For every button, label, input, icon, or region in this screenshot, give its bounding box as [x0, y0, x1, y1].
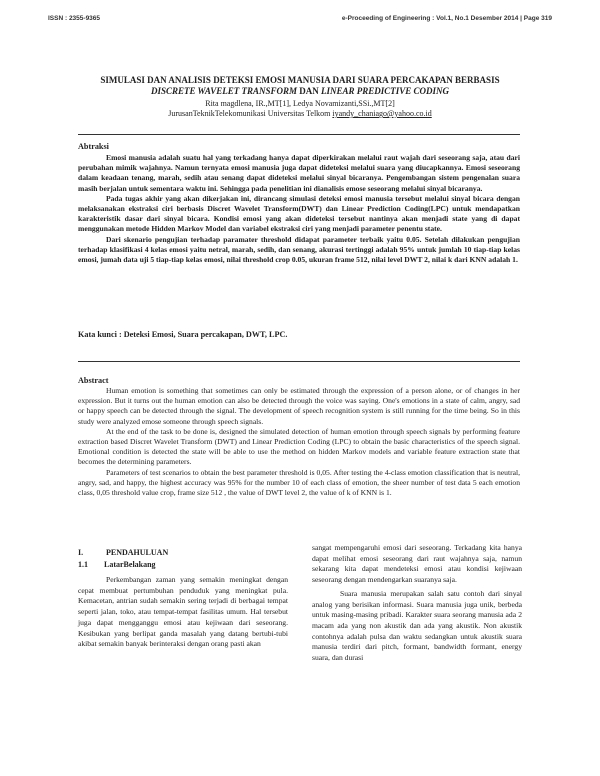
keywords: Kata kunci : Deteksi Emosi, Suara percakapan, DWT, LPC. — [78, 330, 288, 339]
left-column — [78, 575, 288, 650]
paper-title-line1: SIMULASI DAN ANALISIS DETEKSI EMOSI MANUSIA DARI SUARA PERCAKAPAN BERBASIS — [100, 75, 500, 85]
authors: Rita magdlena, IR.,MT[1], Ledya Novamizanti,SSi.,MT[2] — [205, 99, 395, 108]
body-paragraph: sangat mempengaruhi emosi dari seseorang. Terkadang kita hanya dapat melihat emosi seseorang dari raut wajahnya saja, namun sekarang kita dapat mendeteksi emosi atau kondisi kejiwaan seseorang dengan mendengarkan suaranya saja. — [312, 543, 522, 585]
abstract-label: Abstract — [78, 376, 109, 385]
abstrak-paragraph: Emosi manusia adalah suatu hal yang terkadang hanya dapat diperkirakan melalui raut wajah dari seseorang saja, atau dari perubahan mimik wajahnya. Namun ternyata emosi manusia juga dapat dideteksi melalui suara yang diucapkannya. Emosi seseorang dalam keadaan tenang, marah, sedih atau senang dapat dideteksi melalui sinyal bicaranya. Pengembangan sistem pengenalan suara masih berjalan untuk sementara waktu ini. Sehingga pada penelitian ini dianalisis emose seseorang melalui sinyal bicaranya. — [78, 153, 520, 193]
divider-middle — [78, 361, 520, 362]
abstrak-body — [78, 153, 520, 265]
author-email-link[interactable]: iyandy_chaniago@yahoo.co.id — [332, 109, 432, 118]
affiliation: JurusanTeknikTelekomunikasi Universitas Telkom iyandy_chaniago@yahoo.co.id — [168, 109, 432, 118]
section-title: PENDAHULUAN — [106, 548, 169, 557]
abstract-paragraph: Parameters of test scenarios to obtain the best parameter threshold is 0,05. After testing the 4-class emotion classification that is neutral, angry, sad, and happy, the highest accuracy was 95% for the number 10 of each class of emotion, the sheer number of test data 5 each emotion class, 0,05 threshold value crop, frame size 512 , the value of DWT level 2, the value of k of KNN is 1. — [78, 467, 520, 498]
right-column — [312, 543, 522, 664]
body-paragraph: Perkembangan zaman yang semakin meningkat dengan cepat membuat pertumbuhan penduduk yang meningkat pula. Kemacetan, antrian sudah semakin sering terjadi di berbagai tempat seperti jalan, toko, atau tempat-tempat fasilitas umum. Hal tersebut juga dapat mengganggu emosi atau kejiwaan dari seseorang. Kesibukan yang berlipat ganda masalah yang datang bertubi-tubi akibat semakin banyak berinteraksi dengan orang pasti akan — [78, 575, 288, 649]
issn-header: ISSN : 2355-9365 — [48, 15, 101, 22]
abstrak-paragraph: Dari skenario pengujian terhadap paramater threshold didapat parameter terbaik yaitu 0.05. Setelah dilakukan pengujian terhadap klasifikasi 4 kelas emosi yaitu netral, marah, sedih, dan senang, akurasi tertinggi adalah 95% untuk jumlah 10 tiap-tiap kelas emosi, jumah data uji 5 tiap-tiap kelas emosi, nilai threshold crop 0.05, ukuran frame 512, nilai level DWT 2, nilai k dari KNN adalah 1. — [78, 234, 520, 265]
subsection-number: 1.1 — [78, 560, 88, 569]
abstract-paragraph: Human emotion is something that sometimes can only be estimated through the expression of a person alone, or of changes in her expression. But it turns out the human emotion can also be detected through the voice was saying. One's emotions in a state of calm, angry, sad or happy speech can be detected through the signal. The development of speech recognition system is still running for the time being. So in this study were analyzed emose someone through speech signals. — [78, 386, 520, 426]
abstract-body — [78, 386, 520, 498]
divider-top — [78, 134, 520, 135]
paper-title-line2: DISCRETE WAVELET TRANSFORM DAN LINEAR PREDICTIVE CODING — [150, 86, 450, 96]
section-number: I. — [78, 548, 84, 557]
abstract-paragraph: At the end of the task to be done is, designed the simulated detection of human emotion through speech signals by performing feature extraction based Discret Wavelet Transform (DWT) and Linear Prediction Coding (LPC) to obtain the basic characteristics of the speech signal. Emotional condition is detected the state will be able to use the method on hidden Markov models and variable feature extraction state that becomes the determining parameters. — [78, 426, 520, 467]
body-paragraph: Suara manusia merupakan salah satu contoh dari sinyal analog yang berisikan informasi. Suara manusia juga unik, berbeda untuk masing-masing pribadi. Karakter suara seorang manusia ada 2 macam ada yang non akustik dan ada yang akustik. Non akustik contohnya adalah pulsa dan waktu sedangkan untuk akustik suara manusia terdiri dari pitch, formant, bandwidth formant, energy suara, dan durasi — [312, 588, 522, 663]
subsection-title: LatarBelakang — [104, 560, 156, 569]
proceeding-header: e-Proceeding of Engineering : Vol.1, No.1 Desember 2014 | Page 319 — [341, 15, 552, 22]
abstrak-paragraph: Pada tugas akhir yang akan dikerjakan ini, dirancang simulasi deteksi emosi manusia tersebut melalui sinyal bicara dengan melaksanakan ekstraksi ciri berbasis Discret Wavelet Transform(DWT) dan Linear Prediction Coding(LPC) untuk mendapatkan karakteristik dasar dari sinyal bicara. Kondisi emosi yang akan dideteksi tersebut nantinya akan menjadi state yang di dapat menggunakan metode Hidden Markov Model dan variabel ekstraksi ciri yang menjadi parameter penentu state. — [78, 193, 520, 234]
abstrak-label: Abtraksi — [78, 142, 109, 151]
